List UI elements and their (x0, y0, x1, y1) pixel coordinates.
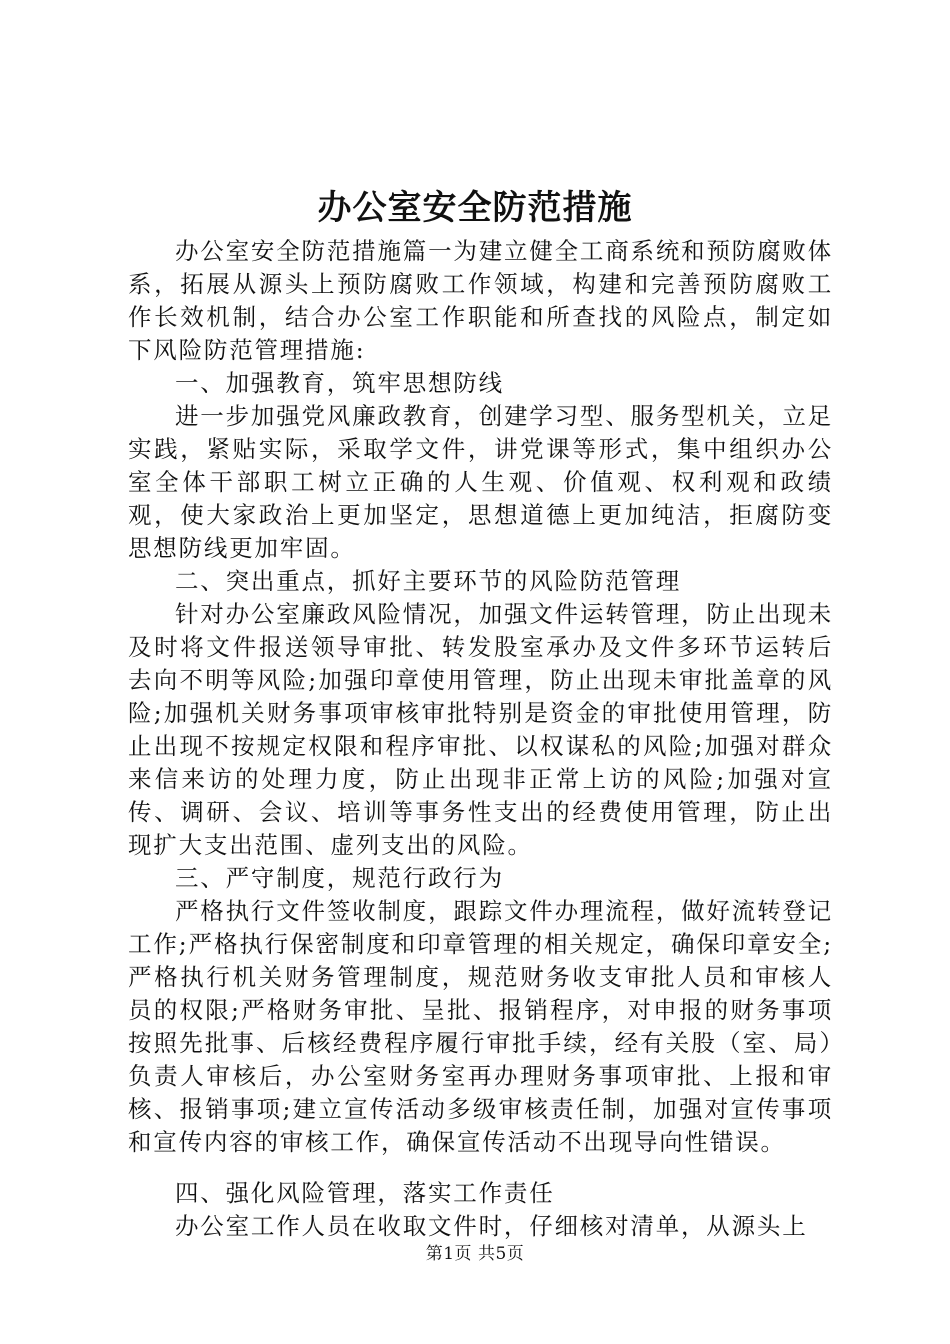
document-title: 办公室安全防范措施 (317, 188, 633, 228)
section-heading-1: 一、加强教育，筑牢思想防线 (175, 369, 504, 397)
section-heading-3: 三、严守制度，规范行政行为 (175, 864, 504, 892)
document-body (128, 235, 833, 1243)
section-heading-4: 四、强化风险管理，落实工作责任 (175, 1179, 555, 1207)
section-paragraph-4: 办公室工作人员在收取文件时，仔细核对清单，从源头上 (175, 1212, 808, 1240)
section-heading-2: 二、突出重点，抓好主要环节的风险防范管理 (175, 567, 681, 595)
section-paragraph-3: 严格执行文件签收制度，跟踪文件办理流程，做好流转登记工作;严格执行保密制度和印章管理的相关规定，确保印章安全;严格执行机关财务管理制度，规范财务收支审批人员和审核人员的权限;严格财务审批、呈批、报销程序，对申报的财务事项按照先批事、后核经费程序履行审批手续，经有关股（室、局）负责人审核后，办公室财务室再办理财务事项审批、上报和审核、报销事项;建立宣传活动多级审核责任制，加强对宣传事项和宣传内容的审核工作，确保宣传活动不出现导向性错误。 (128, 897, 833, 1156)
intro-paragraph: 办公室安全防范措施篇一为建立健全工商系统和预防腐败体系，拓展从源头上预防腐败工作领域，构建和完善预防腐败工作长效机制，结合办公室工作职能和所查找的风险点，制定如下风险防范管理措施: (128, 237, 833, 364)
section-paragraph-2: 针对办公室廉政风险情况，加强文件运转管理，防止出现未及时将文件报送领导审批、转发股室承办及文件多环节运转后去向不明等风险;加强印章使用管理，防止出现未审批盖章的风险;加强机关财务事项审核审批特别是资金的审批使用管理，防止出现不按规定权限和程序审批、以权谋私的风险;加强对群众来信来访的处理力度，防止出现非正常上访的风险;加强对宣传、调研、会议、培训等事务性支出的经费使用管理，防止出现扩大支出范围、虚列支出的风险。 (128, 600, 833, 859)
page-number-footer: 第1页 共5页 (425, 1244, 525, 1264)
section-paragraph-1: 进一步加强党风廉政教育，创建学习型、服务型机关，立足实践，紧贴实际，采取学文件，讲党课等形式，集中组织办公室全体干部职工树立正确的人生观、价值观、权利观和政绩观，使大家政治上更加坚定，思想道德上更加纯洁，拒腐防变思想防线更加牢固。 (128, 402, 833, 562)
